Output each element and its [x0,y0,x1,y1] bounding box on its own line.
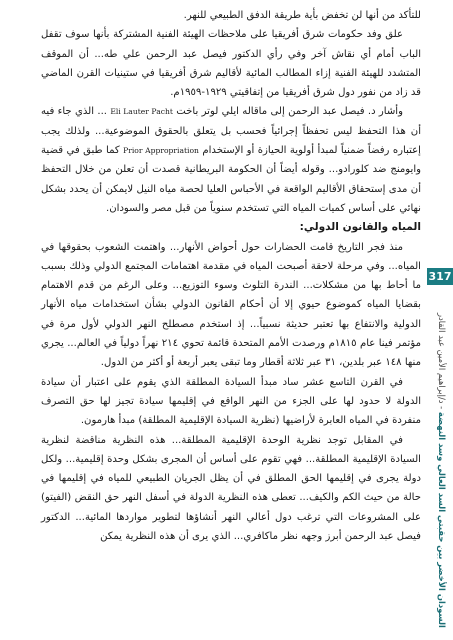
paragraph-1: للتأكد من أنها لن تخفض بأية طريقة الدفق الطبيعي للنهر. [183,10,421,21]
paragraph-3-text-b: ... الذي جاء فيه أن هذا التحفظ ليس تحفظاً إجرائياً فحسب بل يتعلق بالحقوق الموضوعية... ولذلك يجب إعتباره رفضاً ضمنياً لمبدأ أولوية الحيازة أو الإستخدام [41,106,421,157]
paragraph-4: منذ فجر التاريخ قامت الحضارات حول أحواض الأنهار... واهتمت الشعوب بحقوقها في المياه... وفي مرحلة لاحقة أصبحت المياه في مقدمة اهتمامات المجتمع الدولي وذلك بسبب ما أحاط بها من مشكلات... الندرة التلوث وسوء التوزيع... وعلى الرغم من قدم الاهتمام بقضايا المياه كموضوع حيوي إلا أن أحكام القانون الدولي بشأن استخدامات مياه الأنهار الدولية والانتفاع بها تعتبر حديثة نسبياً... إذ استخدم مصطلح النهر الدولي لأول مرة في مؤتمر فينا عام ١٨١٥م ورصدت الأمم المتحدة قائمة تحوي ٢١٤ نهراً دولياً في العالم... يجري منها ١٤٨ عبر بلدين، ٣١ عبر ثلاثة أقطار وما تبقى يعبر أربعة أو أكثر من الدول. [41,241,421,369]
paragraph-6: في المقابل توجد نظرية الوحدة الإقليمية المطلقة... هذه النظرية مناقضة لنظرية السيادة الإقليمية المطلقة... فهي تقوم على أساس أن المجرى بشكل وحدة إقليمية... ولكل دولة يجرى في إقليمها الحق المطلق في أن يظل الجريان الطبيعي للمياه في إقليمها في حالة من حيث الكم والكيف... تعطى هذه النظرية الدولة في أسفل النهر حق النقض (الفيتو) على المشروعات التي ترغب دول أعالي النهر أنشاؤها لتطوير مواردها المائية... الدكتور فيصل عبد الرحمن أبرز وجهه نظر ماكافري... الذي يرى أن هذه النظرية يمكن [41,434,421,543]
running-title-vertical [435,278,449,628]
page-number: 317 [428,270,452,283]
paragraph-2: علق وفد حكومات شرق أفريقيا على ملاحظات الهيئة الفنية المشتركة بأنها سوف تقفل الباب أمام أي نقاش آخر وفي رأي الدكتور فيصل عبد الرحمن علي طه... أن الموقف المتشدد للهيئة الفنية إزاء المطالب المائية لأقاليم شرق أفريقيا في ستينيات القرن الماضي قد زاد من نفور دول شرق أفريقيا من إتفاقيتي ١٩٢٩-١٩٥٩م. [41,29,421,99]
page-body-text [41,6,421,546]
paragraph-3 [41,102,421,218]
paragraph-3-text-a: وأشار د. فيصل عبد الرحمن إلى ماقاله ايلي لوتر باخت [176,106,403,118]
latin-term-prior-appropriation: Prior Appropriation [123,146,199,156]
running-title-author: د/إبراهيم الأمين عبد القادر [437,313,447,404]
running-title-separator: - [437,403,447,412]
paragraph-5: في القرن التاسع عشر ساد مبدأ السيادة المطلقة الذي يقوم على اعتبار أن سيادة الدولة لا حدود لها على الجزء من النهر الواقع في إقليمها سيادة تجيز لها حق التصرف منفردة في المياه العابرة لأراضيها (نظرية السيادة الإقليمية المطلقة) مبدأ هارمون. [41,376,421,427]
paragraph-3-text-c: كما طبق في قضية وايومنج ضد كلورادو... وقوله أيضاً أن الحكومة البريطانية قصدت أن تعلن من خلال التحفظ أن مدى إستحقاق الأقاليم الواقعة في الأحباس العليا لحصة مياه النيل لايمكن أن يحدد بشكل نهائي على أساس كميات المياه التي تستخدم سنوياً من قبل مصر والسودان. [41,145,421,214]
running-title-book: السودان الأخضر بين حقبتي السد العالي وسد النهضة [437,411,447,628]
latin-name-eli-lauterpacht: Eli Lauter Pacht [110,107,173,117]
section-heading-water-and-international-law: المياه والقانون الدولي: [299,221,421,234]
